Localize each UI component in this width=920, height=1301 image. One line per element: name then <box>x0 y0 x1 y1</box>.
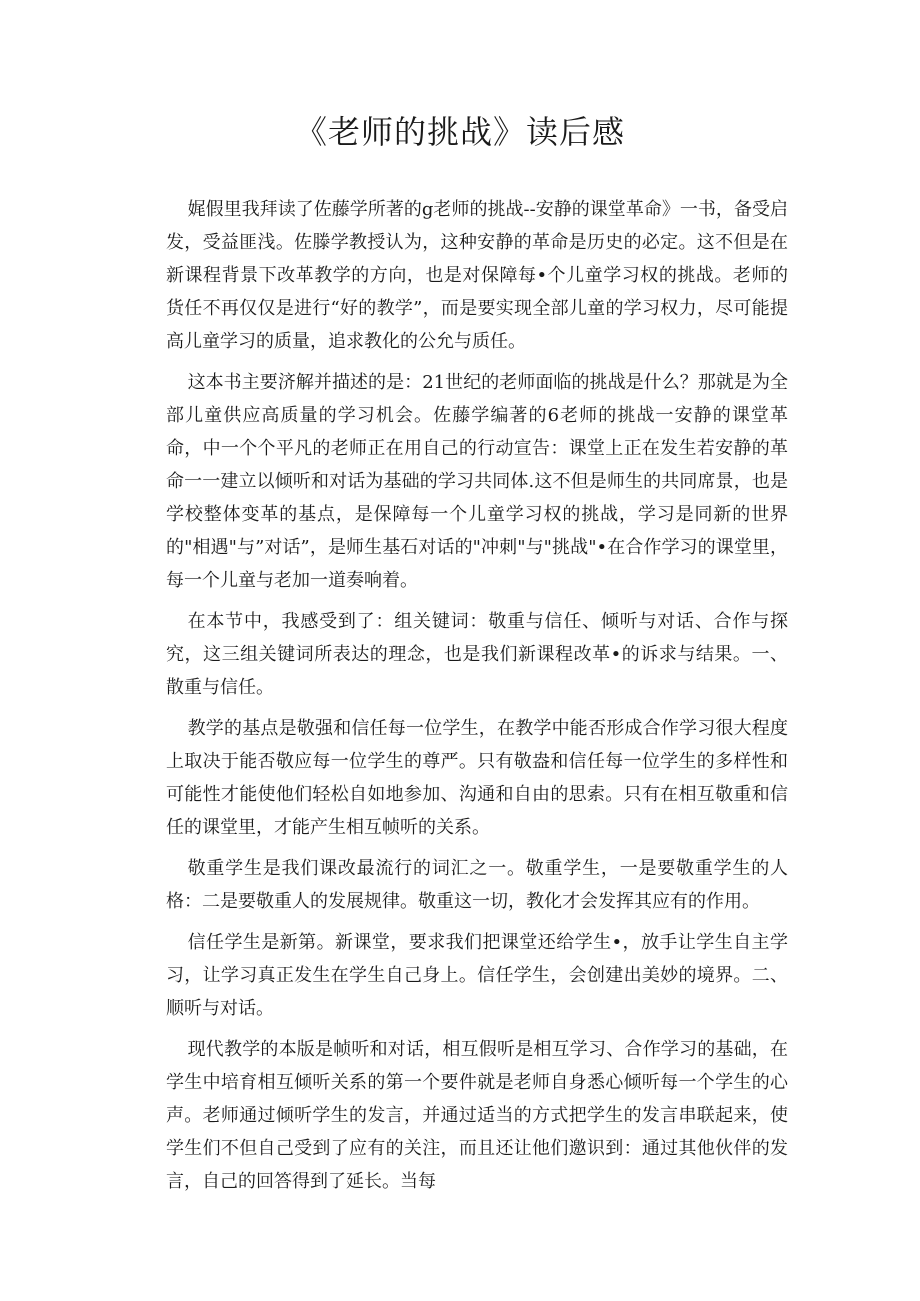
paragraph-2: 这本书主要济解并描述的是：21世纪的老师面临的挑战是什么？那就是为全部儿童供应高质量的学习机会。佐藤学编著的6老师的挑战一安静的课堂革命，中一个个平凡的老师正在用自己的行动宣告：课堂上正在发生若安静的革命一一建立以倾听和对话为基础的学习共同体.这不但是师生的共同席景，也是学校整体变革的基点，是保障每一个儿童学习权的挑战，学习是同新的世界的"相遇"与”对话”，是师生基石对话的"冲刺"与"挑战"•在合作学习的课堂里，每一个儿童与老加一道奏响着。 <box>166 372 788 591</box>
paragraph-5: 敬重学生是我们课改最流行的词汇之一。敬重学生，一是要敬重学生的人格：二是要敬重人的发展规律。敬重这一切，教化才会发挥其应有的作用。 <box>166 858 788 912</box>
paragraph-3: 在本节中，我感受到了：组关键词：敬重与信任、倾听与对话、合作与探究，这三组关键词所表达的理念，也是我们新课程改革•的诉求与结果。一、散重与信任。 <box>166 611 788 698</box>
page-title: 《老师的挑战》读后感 <box>294 113 625 151</box>
paragraph-4: 教学的基点是敬强和信任每一位学生，在教学中能否形成合作学习很大程度上取决于能否敬应每一位学生的尊严。只有敬盎和信任每一位学生的多样性和可能性才能使他们轻松自如地参加、沟通和自由的思索。只有在相互敬重和信任的课堂里，才能产生相互帧听的关系。 <box>166 718 788 838</box>
paragraph-7: 现代教学的本版是帧听和对话，相互假听是相互学习、合作学习的基础，在学生中培育相互倾听关系的第一个要件就是老师自身悉心倾听每一个学生的心声。老师通过倾听学生的发言，并通过适当的方式把学生的发言串联起来，使学生们不但自己受到了应有的关注，而且还让他们邀识到：通过其他伙伴的发言，自己的回答得到了延长。当每 <box>166 1039 788 1192</box>
document-body <box>166 193 788 1206</box>
paragraph-1: 娓假里我拜读了佐藤学所著的g老师的挑战--安静的课堂革命》一书，备受启发，受益匪浅。佐滕学教授认为，这种安静的革命是历史的必定。这不但是在新课程背景下改革教学的方向，也是对保障每•个儿童学习权的挑战。老师的货任不再仅仅是进行“好的教学”，而是要实现全部儿童的学习权力，尽可能提高儿童学习的质量，追求教化的公允与质任。 <box>166 199 788 352</box>
paragraph-6: 信任学生是新第。新课堂，要求我们把课堂还给学生•，放手让学生自主学习，让学习真正发生在学生自己身上。信任学生，会创建出美妙的境界。二、顺听与对话。 <box>166 932 788 1019</box>
